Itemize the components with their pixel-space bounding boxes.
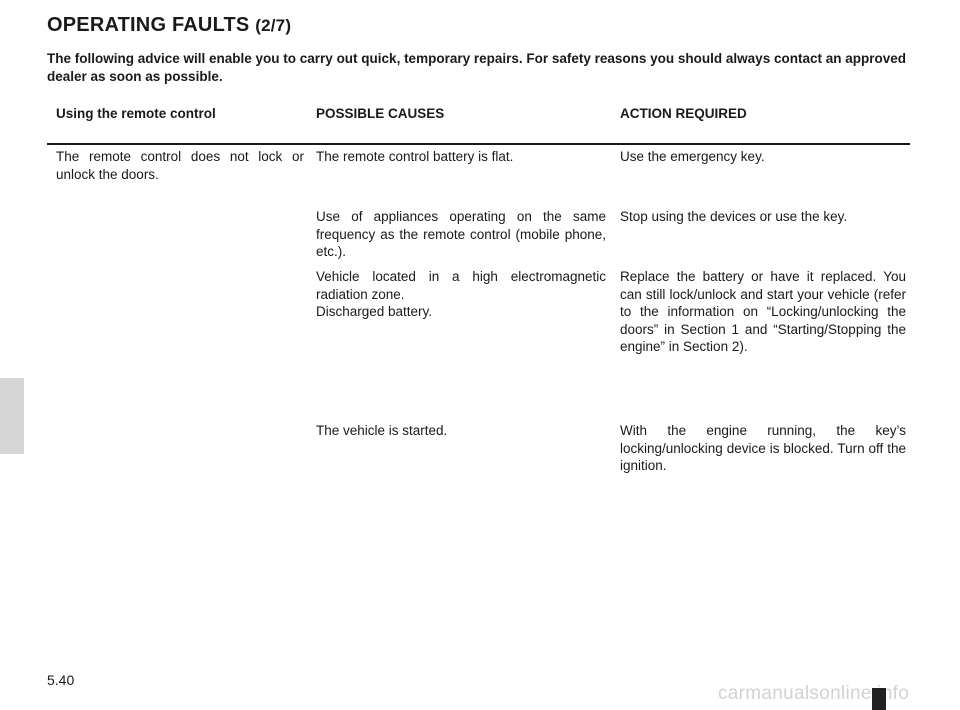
cause-4-line: The vehicle is started. (316, 423, 448, 438)
header-possible-causes: POSSIBLE CAUSES (316, 106, 445, 121)
action-1-line: Use the emergency key. (620, 149, 765, 164)
action-4 (620, 422, 906, 475)
cause-1-line: The remote control battery is flat. (316, 149, 514, 164)
watermark: carmanualsonline.info (718, 683, 910, 704)
cause-3-line-2: Discharged battery. (316, 304, 433, 319)
action-2-line: Stop using the devices or use the key. (620, 209, 848, 224)
intro-text: The following advice will enable you to carry out quick, temporary repairs. For safety reasons you should always contact an approved dealer as soon as possible. (47, 51, 906, 84)
title-part: (2/7) (255, 16, 292, 35)
page-title (47, 14, 291, 37)
action-2 (620, 208, 906, 226)
action-4-line: With the engine running, the key’s locking/unlocking device is blocked. Turn off the ignition. (620, 423, 906, 473)
header-action-required: ACTION REQUIRED (620, 106, 747, 121)
page-number: 5.40 (47, 672, 75, 688)
action-3 (620, 268, 906, 356)
cause-4 (316, 422, 606, 440)
header-rule (47, 143, 910, 145)
page-corner-mark (872, 688, 886, 710)
cause-2-line: Use of appliances operating on the same frequency as the remote control (mobile phone, etc.). (316, 209, 606, 259)
section-tab (0, 378, 24, 454)
cause-3 (316, 268, 606, 321)
cause-3-line-1: Vehicle located in a high electromagnetic radiation zone. (316, 269, 606, 302)
action-1 (620, 148, 906, 166)
fault-description: The remote control does not lock or unlock the doors. (56, 149, 304, 182)
header-remote-control: Using the remote control (56, 106, 216, 121)
action-3-line: Replace the battery or have it replaced. You can still lock/unlock and start your vehicle (refer to the information on “Locking/unlocking the doors” in Section 1 and “Starting/Stopping the engine” in Section 2). (620, 269, 906, 354)
cause-1 (316, 148, 606, 166)
title-main: OPERATING FAULTS (47, 14, 250, 36)
cause-2 (316, 208, 606, 261)
